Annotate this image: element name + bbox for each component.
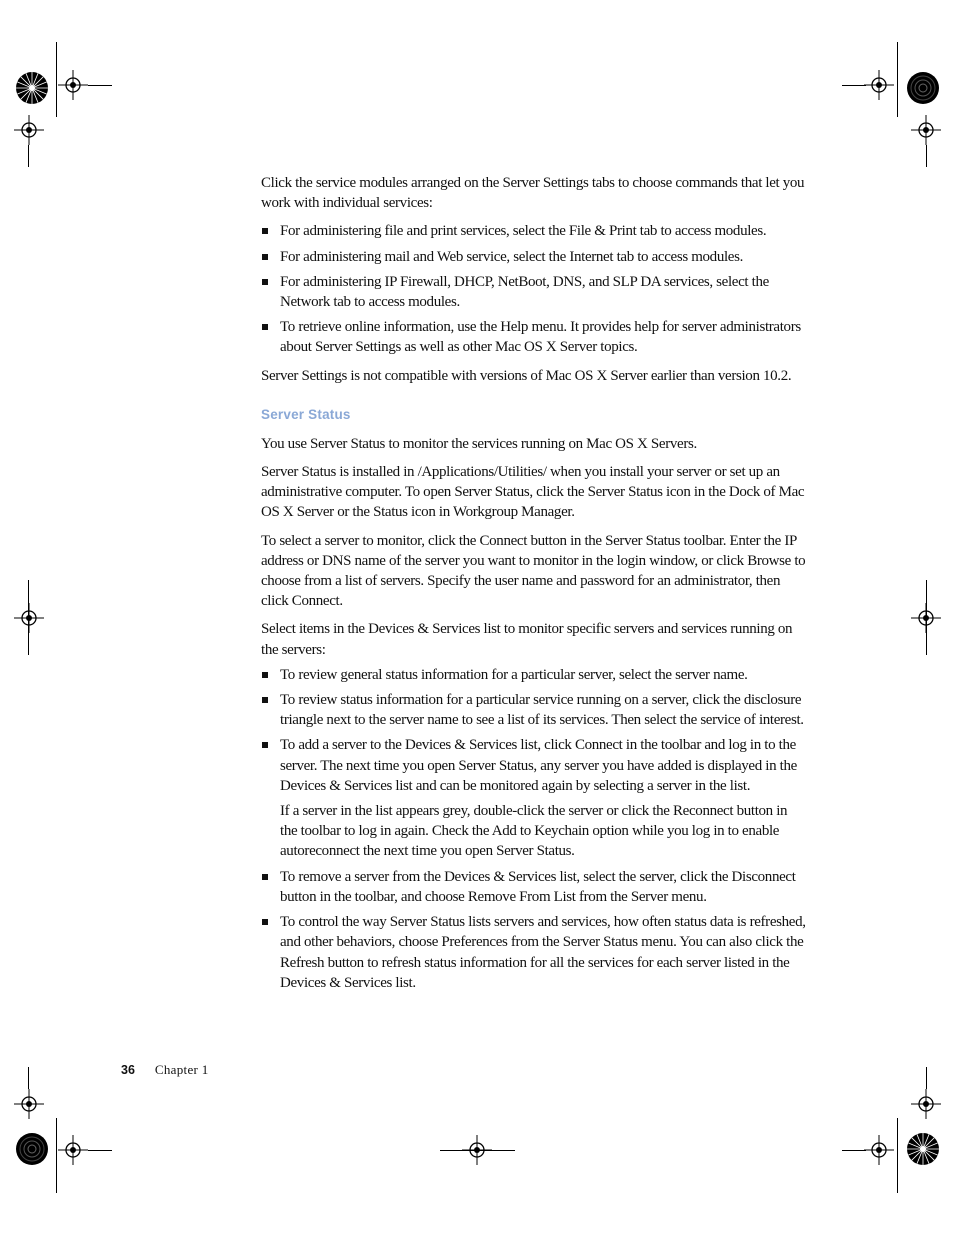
list-item-continuation: If a server in the list appears grey, double-click the server or click the Reconnect button in the toolbar to log in again. Check the Add to Keychain option while you log in to enable autoreconnect the next time you open Server Status.	[280, 803, 788, 860]
registration-crosshair-icon	[911, 115, 941, 145]
crop-line-vertical	[926, 1067, 927, 1089]
crop-line-vertical	[28, 1067, 29, 1089]
page-number: 36	[121, 1063, 135, 1077]
square-bullet-icon	[262, 874, 268, 880]
crop-line-vertical	[56, 42, 57, 117]
compatibility-note: Server Settings is not compatible with versions of Mac OS X Server earlier than version 10.2.	[261, 367, 792, 384]
starburst-icon	[15, 71, 49, 105]
list-item: To review general status information for a particular server, select the server name.	[261, 665, 806, 685]
registration-crosshair-icon	[864, 70, 894, 100]
target-circle-icon	[906, 71, 940, 105]
page-footer	[121, 1062, 209, 1078]
square-bullet-icon	[262, 672, 268, 678]
square-bullet-icon	[262, 228, 268, 234]
crop-line-vertical	[897, 1118, 898, 1193]
crop-line-vertical	[28, 145, 29, 167]
square-bullet-icon	[262, 697, 268, 703]
registration-crosshair-icon	[58, 70, 88, 100]
body-paragraph: To select a server to monitor, click the Connect button in the Server Status toolbar. Enter the IP address or DNS name of the server you want to monitor in the login window, or click Browse to choose from a list of servers. Specify the user name and password for an administrator, then click Connect.	[261, 532, 806, 610]
crop-line-vertical	[926, 145, 927, 167]
crop-line-horizontal	[88, 1150, 112, 1151]
registration-crosshair-icon	[58, 1135, 88, 1165]
square-bullet-icon	[262, 254, 268, 260]
registration-crosshair-icon	[911, 603, 941, 633]
status-bullet-list	[261, 665, 806, 993]
crop-line-horizontal	[842, 85, 866, 86]
target-circle-icon	[15, 1132, 49, 1166]
square-bullet-icon	[262, 919, 268, 925]
body-paragraph: You use Server Status to monitor the services running on Mac OS X Servers.	[261, 435, 697, 452]
list-item: To remove a server from the Devices & Services list, select the server, click the Disconnect button in the toolbar, and choose Remove From List from the Server menu.	[261, 867, 806, 907]
crop-line-horizontal	[842, 1150, 866, 1151]
intro-bullet-list	[261, 221, 806, 357]
registration-crosshair-icon	[14, 603, 44, 633]
intro-paragraph: Click the service modules arranged on the Server Settings tabs to choose commands that let you work with individual services:	[261, 175, 805, 212]
list-item: To review status information for a particular service running on a server, click the disclosure triangle next to the server name to see a list of its services. Then select the service of interest.	[261, 690, 806, 730]
crop-line-vertical	[56, 1118, 57, 1193]
starburst-icon	[906, 1132, 940, 1166]
registration-crosshair-icon	[14, 115, 44, 145]
list-item: To control the way Server Status lists servers and services, how often status data is refreshed, and other behaviors, choose Preferences from the Server Status menu. You can also click the Refresh button to refresh status information for all the services for each server listed in the Devices & Services list.	[261, 912, 806, 993]
list-item: To add a server to the Devices & Services list, click Connect in the toolbar and log in to the server. The next time you open Server Status, any server you have added is displayed in the Devices & Services list and can be monitored again by selecting a server in the list. If a server in the list appears grey, double-click the server or click the Reconnect button in the toolbar to log in again. Check the Add to Keychain option while you log in to enable autoreconnect the next time you open Server Status.	[261, 735, 806, 861]
registration-crosshair-icon	[864, 1135, 894, 1165]
registration-crosshair-icon	[462, 1135, 492, 1165]
registration-crosshair-icon	[911, 1089, 941, 1119]
body-paragraph: Server Status is installed in /Applications/Utilities/ when you install your server or set up an administrative computer. To open Server Status, click the Server Status icon in the Dock of Mac OS X Server or the Status icon in Workgroup Manager.	[261, 464, 805, 521]
list-item: To retrieve online information, use the Help menu. It provides help for server administrators about Server Settings as well as other Mac OS X Server topics.	[261, 317, 806, 357]
square-bullet-icon	[262, 324, 268, 330]
list-item: For administering file and print services, select the File & Print tab to access modules.	[261, 221, 806, 241]
crop-line-horizontal	[88, 85, 112, 86]
registration-crosshair-icon	[14, 1089, 44, 1119]
list-item: For administering mail and Web service, select the Internet tab to access modules.	[261, 247, 806, 267]
list-item: For administering IP Firewall, DHCP, NetBoot, DNS, and SLP DA services, select the Network tab to access modules.	[261, 272, 806, 312]
square-bullet-icon	[262, 279, 268, 285]
square-bullet-icon	[262, 742, 268, 748]
crop-line-vertical	[897, 42, 898, 117]
page-body	[261, 173, 806, 1001]
chapter-label: Chapter 1	[154, 1062, 209, 1077]
body-paragraph: Select items in the Devices & Services list to monitor specific servers and services running on the servers:	[261, 621, 793, 658]
section-heading: Server Status	[261, 406, 351, 422]
